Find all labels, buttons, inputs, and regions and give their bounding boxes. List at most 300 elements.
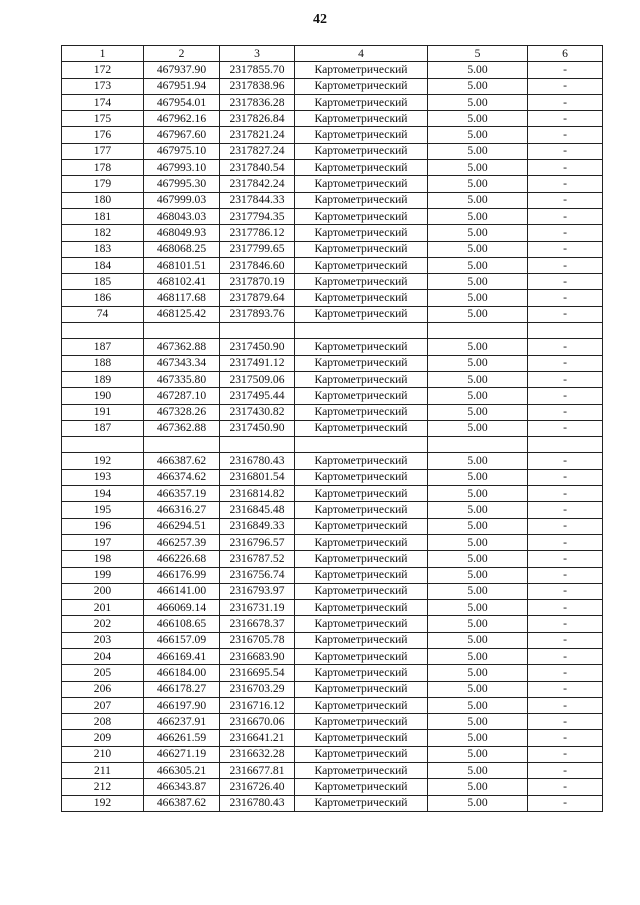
table-cell: 2317430.82: [220, 404, 295, 420]
table-cell: 5.00: [428, 795, 528, 811]
table-cell: Картометрический: [295, 355, 428, 371]
table-cell: [144, 323, 220, 339]
table-cell: 5.00: [428, 306, 528, 322]
table-row: [62, 697, 603, 713]
table-cell: 201: [62, 600, 144, 616]
table-cell: 2316793.97: [220, 583, 295, 599]
table-cell: Картометрический: [295, 388, 428, 404]
coordinates-table: [61, 45, 603, 812]
table-cell: 467343.34: [144, 355, 220, 371]
table-cell: Картометрический: [295, 567, 428, 583]
table-cell: 2316677.81: [220, 763, 295, 779]
table-cell: 5.00: [428, 648, 528, 664]
table-cell: -: [528, 746, 603, 762]
table-cell: 2316796.57: [220, 534, 295, 550]
table-cell: 2316695.54: [220, 665, 295, 681]
table-cell: [528, 437, 603, 453]
table-cell: Картометрический: [295, 779, 428, 795]
table-cell: Картометрический: [295, 518, 428, 534]
table-cell: 467937.90: [144, 62, 220, 78]
table-cell: 468049.93: [144, 225, 220, 241]
table-cell: 2317846.60: [220, 257, 295, 273]
table-cell: 2317879.64: [220, 290, 295, 306]
table-cell: 200: [62, 583, 144, 599]
table-cell: 2316787.52: [220, 551, 295, 567]
table-cell: 466387.62: [144, 453, 220, 469]
table-cell: Картометрический: [295, 453, 428, 469]
table-header-row: [62, 46, 603, 62]
table-cell: 5.00: [428, 600, 528, 616]
table-row: [62, 648, 603, 664]
table-row: [62, 404, 603, 420]
table-row: [62, 225, 603, 241]
table-cell: 466069.14: [144, 600, 220, 616]
table-cell: -: [528, 420, 603, 436]
table-cell: 2317842.24: [220, 176, 295, 192]
table-row: [62, 469, 603, 485]
table-row: [62, 176, 603, 192]
table-cell: Картометрический: [295, 274, 428, 290]
table-cell: 5.00: [428, 355, 528, 371]
table-cell: 5.00: [428, 127, 528, 143]
table-cell: 5.00: [428, 697, 528, 713]
table-cell: 467362.88: [144, 339, 220, 355]
table-cell: 175: [62, 111, 144, 127]
table-row: [62, 616, 603, 632]
table-cell: 194: [62, 486, 144, 502]
table-row: [62, 681, 603, 697]
table-row: [62, 257, 603, 273]
table-cell: 5.00: [428, 486, 528, 502]
table-cell: 5.00: [428, 763, 528, 779]
table-row: [62, 730, 603, 746]
table-cell: 2317491.12: [220, 355, 295, 371]
table-cell: Картометрический: [295, 469, 428, 485]
table-cell: 466387.62: [144, 795, 220, 811]
table-cell: 5.00: [428, 567, 528, 583]
table-cell: -: [528, 502, 603, 518]
table-cell: Картометрический: [295, 486, 428, 502]
table-cell: 5.00: [428, 339, 528, 355]
table-cell: [528, 323, 603, 339]
table-cell: 173: [62, 78, 144, 94]
table-cell: -: [528, 290, 603, 306]
table-cell: [144, 437, 220, 453]
table-cell: -: [528, 306, 603, 322]
table-cell: Картометрический: [295, 62, 428, 78]
table-row: [62, 306, 603, 322]
table-cell: Картометрический: [295, 143, 428, 159]
table-cell: Картометрический: [295, 616, 428, 632]
table-cell: 5.00: [428, 241, 528, 257]
table-cell: 198: [62, 551, 144, 567]
table-cell: -: [528, 665, 603, 681]
column-header: 1: [62, 46, 144, 62]
table-cell: 468117.68: [144, 290, 220, 306]
table-cell: 2317450.90: [220, 420, 295, 436]
table-cell: -: [528, 355, 603, 371]
table-cell: 466294.51: [144, 518, 220, 534]
table-cell: Картометрический: [295, 665, 428, 681]
table-cell: -: [528, 763, 603, 779]
table-cell: Картометрический: [295, 94, 428, 110]
table-cell: 5.00: [428, 534, 528, 550]
table-cell: Картометрический: [295, 763, 428, 779]
table-cell: 180: [62, 192, 144, 208]
table-cell: 466343.87: [144, 779, 220, 795]
table-cell: -: [528, 714, 603, 730]
table-cell: Картометрический: [295, 795, 428, 811]
table-cell: -: [528, 274, 603, 290]
table-cell: Картометрический: [295, 404, 428, 420]
table-cell: 190: [62, 388, 144, 404]
table-cell: 468068.25: [144, 241, 220, 257]
table-cell: Картометрический: [295, 176, 428, 192]
table-cell: -: [528, 730, 603, 746]
table-cell: -: [528, 225, 603, 241]
table-row: [62, 714, 603, 730]
table-cell: 182: [62, 225, 144, 241]
table-cell: 5.00: [428, 681, 528, 697]
table-cell: -: [528, 94, 603, 110]
table-row: [62, 388, 603, 404]
table-cell: 212: [62, 779, 144, 795]
table-cell: 209: [62, 730, 144, 746]
table-cell: 5.00: [428, 730, 528, 746]
table-cell: 2316814.82: [220, 486, 295, 502]
table-row: [62, 160, 603, 176]
table-cell: 5.00: [428, 779, 528, 795]
table-cell: 466141.00: [144, 583, 220, 599]
table-cell: 5.00: [428, 404, 528, 420]
table-cell: -: [528, 632, 603, 648]
table-cell: -: [528, 600, 603, 616]
table-cell: -: [528, 567, 603, 583]
table-cell: Картометрический: [295, 111, 428, 127]
table-row: [62, 632, 603, 648]
table-row: [62, 502, 603, 518]
table-cell: 2317826.84: [220, 111, 295, 127]
table-cell: 199: [62, 567, 144, 583]
table-cell: 204: [62, 648, 144, 664]
table-cell: Картометрический: [295, 257, 428, 273]
table-row: [62, 437, 603, 453]
table-cell: [428, 437, 528, 453]
table-cell: 5.00: [428, 551, 528, 567]
table-cell: -: [528, 208, 603, 224]
table-cell: 5.00: [428, 453, 528, 469]
table-cell: -: [528, 486, 603, 502]
table-row: [62, 371, 603, 387]
table-cell: 466197.90: [144, 697, 220, 713]
table-cell: [428, 323, 528, 339]
table-cell: 193: [62, 469, 144, 485]
table-row: [62, 453, 603, 469]
table-row: [62, 763, 603, 779]
table-cell: 2317799.65: [220, 241, 295, 257]
table-cell: 2317844.33: [220, 192, 295, 208]
table-cell: 2317836.28: [220, 94, 295, 110]
table-cell: [220, 323, 295, 339]
table-cell: 2317495.44: [220, 388, 295, 404]
table-cell: 2316849.33: [220, 518, 295, 534]
table-cell: 466374.62: [144, 469, 220, 485]
table-cell: 5.00: [428, 502, 528, 518]
table-row: [62, 192, 603, 208]
table-cell: 466169.41: [144, 648, 220, 664]
table-cell: 5.00: [428, 746, 528, 762]
table-cell: -: [528, 681, 603, 697]
table-row: [62, 779, 603, 795]
table-cell: Картометрический: [295, 225, 428, 241]
column-header: 6: [528, 46, 603, 62]
table-cell: 195: [62, 502, 144, 518]
table-row: [62, 551, 603, 567]
table-cell: -: [528, 78, 603, 94]
table-cell: 5.00: [428, 518, 528, 534]
table-body: [62, 62, 603, 812]
table-cell: 206: [62, 681, 144, 697]
table-cell: 178: [62, 160, 144, 176]
table-cell: [295, 323, 428, 339]
table-cell: 466305.21: [144, 763, 220, 779]
table-cell: -: [528, 583, 603, 599]
column-header: 4: [295, 46, 428, 62]
table-cell: 191: [62, 404, 144, 420]
table-row: [62, 795, 603, 811]
table-cell: Картометрический: [295, 551, 428, 567]
table-cell: 208: [62, 714, 144, 730]
table-cell: 211: [62, 763, 144, 779]
table-cell: 184: [62, 257, 144, 273]
table-cell: 5.00: [428, 208, 528, 224]
table-cell: 189: [62, 371, 144, 387]
table-cell: 205: [62, 665, 144, 681]
table-cell: 177: [62, 143, 144, 159]
table-cell: Картометрический: [295, 648, 428, 664]
table-cell: 2316731.19: [220, 600, 295, 616]
table-row: [62, 583, 603, 599]
table-row: [62, 111, 603, 127]
table-row: [62, 94, 603, 110]
table-cell: 2316705.78: [220, 632, 295, 648]
table-row: [62, 78, 603, 94]
table-cell: 5.00: [428, 290, 528, 306]
table-row: [62, 241, 603, 257]
table-cell: -: [528, 192, 603, 208]
table-cell: 5.00: [428, 78, 528, 94]
table-cell: 466271.19: [144, 746, 220, 762]
table-cell: 202: [62, 616, 144, 632]
table-cell: 5.00: [428, 160, 528, 176]
table-cell: Картометрический: [295, 78, 428, 94]
table-row: [62, 127, 603, 143]
table-cell: 5.00: [428, 371, 528, 387]
table-cell: -: [528, 127, 603, 143]
table-cell: -: [528, 176, 603, 192]
table-cell: Картометрический: [295, 534, 428, 550]
table-cell: -: [528, 616, 603, 632]
table-cell: -: [528, 388, 603, 404]
table-cell: 187: [62, 339, 144, 355]
page-number: 42: [313, 12, 327, 27]
table-cell: 467328.26: [144, 404, 220, 420]
table-cell: 2317855.70: [220, 62, 295, 78]
table-cell: 467954.01: [144, 94, 220, 110]
table-row: [62, 486, 603, 502]
table-cell: -: [528, 241, 603, 257]
table-cell: 467995.30: [144, 176, 220, 192]
table-cell: 179: [62, 176, 144, 192]
table-cell: 185: [62, 274, 144, 290]
table-row: [62, 290, 603, 306]
table-cell: 5.00: [428, 192, 528, 208]
table-row: [62, 355, 603, 371]
table-cell: 2317450.90: [220, 339, 295, 355]
table-cell: 197: [62, 534, 144, 550]
table-cell: 2316801.54: [220, 469, 295, 485]
table-cell: 467287.10: [144, 388, 220, 404]
table-cell: 5.00: [428, 388, 528, 404]
table-cell: 466178.27: [144, 681, 220, 697]
table-row: [62, 665, 603, 681]
table-cell: Картометрический: [295, 208, 428, 224]
table-cell: 172: [62, 62, 144, 78]
table-cell: 2316780.43: [220, 453, 295, 469]
table-cell: 5.00: [428, 111, 528, 127]
table-cell: 466184.00: [144, 665, 220, 681]
table-cell: 468102.41: [144, 274, 220, 290]
table-cell: 2317794.35: [220, 208, 295, 224]
table-cell: -: [528, 339, 603, 355]
table-cell: 2317827.24: [220, 143, 295, 159]
table-cell: Картометрический: [295, 502, 428, 518]
table-cell: Картометрический: [295, 420, 428, 436]
table-cell: 186: [62, 290, 144, 306]
table-cell: -: [528, 111, 603, 127]
table-cell: 468043.03: [144, 208, 220, 224]
table-cell: 5.00: [428, 94, 528, 110]
table-cell: -: [528, 795, 603, 811]
table-cell: 2316703.29: [220, 681, 295, 697]
table-cell: 5.00: [428, 714, 528, 730]
column-header: 2: [144, 46, 220, 62]
table-cell: Картометрический: [295, 697, 428, 713]
table-cell: 466157.09: [144, 632, 220, 648]
table-row: [62, 567, 603, 583]
table-cell: Картометрический: [295, 600, 428, 616]
table-cell: Картометрический: [295, 583, 428, 599]
table-row: [62, 143, 603, 159]
table-cell: 181: [62, 208, 144, 224]
table-cell: 188: [62, 355, 144, 371]
table-row: [62, 274, 603, 290]
table-cell: 2316726.40: [220, 779, 295, 795]
table-row: [62, 420, 603, 436]
table-cell: [295, 437, 428, 453]
table-cell: 5.00: [428, 274, 528, 290]
table-cell: Картометрический: [295, 339, 428, 355]
table-cell: -: [528, 779, 603, 795]
table-cell: 5.00: [428, 225, 528, 241]
table-cell: 196: [62, 518, 144, 534]
table-cell: 2317870.19: [220, 274, 295, 290]
table-cell: [62, 437, 144, 453]
table-cell: 2316670.06: [220, 714, 295, 730]
table-cell: 2316678.37: [220, 616, 295, 632]
table-cell: -: [528, 143, 603, 159]
table-row: [62, 208, 603, 224]
table-cell: 2317786.12: [220, 225, 295, 241]
table-row: [62, 323, 603, 339]
table-cell: -: [528, 469, 603, 485]
table-cell: 176: [62, 127, 144, 143]
table-cell: 5.00: [428, 616, 528, 632]
table-cell: 5.00: [428, 176, 528, 192]
table-cell: 468125.42: [144, 306, 220, 322]
table-cell: 466316.27: [144, 502, 220, 518]
table-cell: Картометрический: [295, 290, 428, 306]
table-cell: 192: [62, 795, 144, 811]
table-cell: 2317840.54: [220, 160, 295, 176]
table-cell: 5.00: [428, 143, 528, 159]
table-cell: 2316632.28: [220, 746, 295, 762]
table-cell: 467335.80: [144, 371, 220, 387]
table-cell: -: [528, 453, 603, 469]
table-cell: 5.00: [428, 665, 528, 681]
table-cell: Картометрический: [295, 192, 428, 208]
table-cell: 74: [62, 306, 144, 322]
table-row: [62, 600, 603, 616]
table-cell: 5.00: [428, 632, 528, 648]
table-row: [62, 62, 603, 78]
table-cell: Картометрический: [295, 371, 428, 387]
table-cell: 467975.10: [144, 143, 220, 159]
table-cell: 2316683.90: [220, 648, 295, 664]
table-cell: 466226.68: [144, 551, 220, 567]
table-cell: -: [528, 371, 603, 387]
table-cell: 203: [62, 632, 144, 648]
table-cell: 210: [62, 746, 144, 762]
table-cell: 2316780.43: [220, 795, 295, 811]
table-cell: 2317509.06: [220, 371, 295, 387]
table-cell: Картометрический: [295, 127, 428, 143]
table-cell: 5.00: [428, 257, 528, 273]
table-cell: -: [528, 404, 603, 420]
table-cell: -: [528, 160, 603, 176]
table-cell: 5.00: [428, 420, 528, 436]
table-cell: 2316641.21: [220, 730, 295, 746]
table-cell: 467999.03: [144, 192, 220, 208]
table-row: [62, 339, 603, 355]
table-cell: Картометрический: [295, 681, 428, 697]
table-cell: 468101.51: [144, 257, 220, 273]
table-cell: Картометрический: [295, 746, 428, 762]
table-cell: 466357.19: [144, 486, 220, 502]
table-cell: -: [528, 697, 603, 713]
table-cell: Картометрический: [295, 714, 428, 730]
table-cell: 2317838.96: [220, 78, 295, 94]
table-cell: -: [528, 551, 603, 567]
table-cell: 467962.16: [144, 111, 220, 127]
table-cell: 466237.91: [144, 714, 220, 730]
column-header: 5: [428, 46, 528, 62]
table-cell: 207: [62, 697, 144, 713]
table-cell: -: [528, 257, 603, 273]
table-cell: Картометрический: [295, 632, 428, 648]
table-cell: 466176.99: [144, 567, 220, 583]
column-header: 3: [220, 46, 295, 62]
